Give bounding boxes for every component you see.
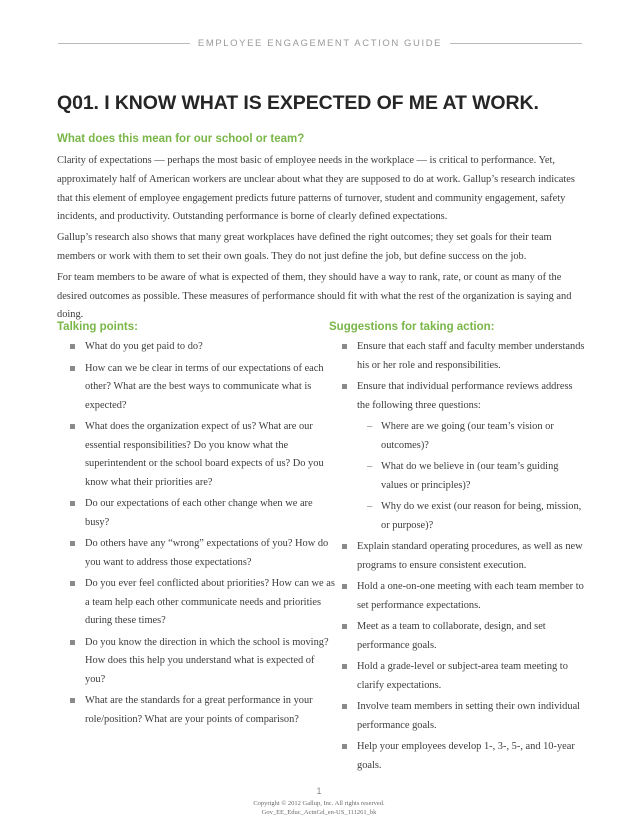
bullet-icon (70, 501, 75, 506)
list-item: Ensure that individual performance reviews address the following three questions: (357, 378, 585, 415)
page-title: Q01. I KNOW WHAT IS EXPECTED OF ME AT WORK. (57, 92, 539, 114)
header-rule-right (450, 43, 582, 44)
list-item: Hold a one-on-one meeting with each team member to set performance expectations. (357, 578, 585, 615)
section-heading: What does this mean for our school or team? (57, 133, 305, 145)
bullet-icon (342, 624, 347, 629)
list-item: Help your employees develop 1-, 3-, 5-, and 10-year goals. (357, 738, 585, 775)
talking-points-heading: Talking points: (57, 321, 138, 333)
bullet-icon (70, 581, 75, 586)
list-item: Ensure that each staff and faculty member understands his or her role and responsibilities. (357, 338, 585, 375)
list-item: How can we be clear in terms of our expectations of each other? What are the best ways to communicate what is expected? (85, 360, 335, 416)
dash-icon: – (367, 461, 373, 472)
list-item: Do you know the direction in which the school is moving? How does this help you understand what is expected of you? (85, 634, 335, 690)
list-item: Do others have any “wrong” expectations of you? How do you want to address those expectations? (85, 535, 335, 572)
suggestions-list (357, 338, 585, 778)
bullet-icon (342, 544, 347, 549)
bullet-icon (70, 366, 75, 371)
header-rule-left (58, 43, 190, 44)
bullet-icon (342, 584, 347, 589)
dash-icon: – (367, 421, 373, 432)
bullet-icon (70, 541, 75, 546)
list-item: Hold a grade-level or subject-area team meeting to clarify expectations. (357, 658, 585, 695)
intro-text (57, 152, 587, 327)
header-title: EMPLOYEE ENGAGEMENT ACTION GUIDE (197, 37, 443, 49)
list-item: What do you get paid to do? (85, 338, 335, 357)
copyright (0, 800, 638, 817)
list-item: What are the standards for a great performance in your role/position? What are your points of comparison? (85, 692, 335, 729)
list-item: Do our expectations of each other change when we are busy? (85, 495, 335, 532)
intro-paragraph: For team members to be aware of what is expected of them, they should have a way to rank, rate, or count as many of the desired outcomes as possible. These measures of performance should fit with what the rest of the organization is saying and doing. (57, 271, 572, 321)
intro-paragraph: Gallup’s research also shows that many great workplaces have defined the right outcomes; they set goals for their team members or work with them to set their own goals. They do not just define the job, but define success on the job. (57, 232, 552, 262)
document-code: Gov_EE_Educ_ActnGd_en-US_111261_bk (261, 808, 377, 816)
copyright-line: Copyright © 2012 Gallup, Inc. All rights reserved. (253, 800, 385, 807)
bullet-icon (342, 744, 347, 749)
list-item: Meet as a team to collaborate, design, and set performance goals. (357, 618, 585, 655)
list-item: Do you ever feel conflicted about priorities? How can we as a team help each other communicate needs and priorities during these times? (85, 575, 335, 631)
intro-paragraph: Clarity of expectations — perhaps the most basic of employee needs in the workplace — is critical to performance. Yet, approximately half of American workers are unclear about what they are supposed to do at work. Gallup’s research indicates that this element of employee engagement predicts future patterns of turnover, student and community engagement, safety incidents, and productivity. Outstanding performance is borne of clearly defined expectations. (57, 155, 575, 223)
page-number: 1 (316, 786, 322, 796)
bullet-icon (342, 664, 347, 669)
bullet-icon (342, 344, 347, 349)
suggestions-heading: Suggestions for taking action: (329, 321, 495, 333)
bullet-icon (342, 704, 347, 709)
bullet-icon (70, 698, 75, 703)
talking-points-list (85, 338, 335, 732)
bullet-icon (70, 344, 75, 349)
bullet-icon (70, 424, 75, 429)
sub-list-item: – Why do we exist (our reason for being, mission, or purpose)? (381, 498, 585, 535)
list-item: Involve team members in setting their own individual performance goals. (357, 698, 585, 735)
bullet-icon (342, 384, 347, 389)
list-item: Explain standard operating procedures, as well as new programs to ensure consistent execution. (357, 538, 585, 575)
list-item: What does the organization expect of us? What are our essential responsibilities? Do you know what the superintendent or the school board expects of us? Do you know what their priorities are? (85, 418, 335, 492)
dash-icon: – (367, 501, 373, 512)
sub-list-item: – Where are we going (our team’s vision or outcomes)? (381, 418, 585, 455)
header (58, 35, 582, 51)
sub-list-item: – What do we believe in (our team’s guiding values or principles)? (381, 458, 585, 495)
bullet-icon (70, 640, 75, 645)
